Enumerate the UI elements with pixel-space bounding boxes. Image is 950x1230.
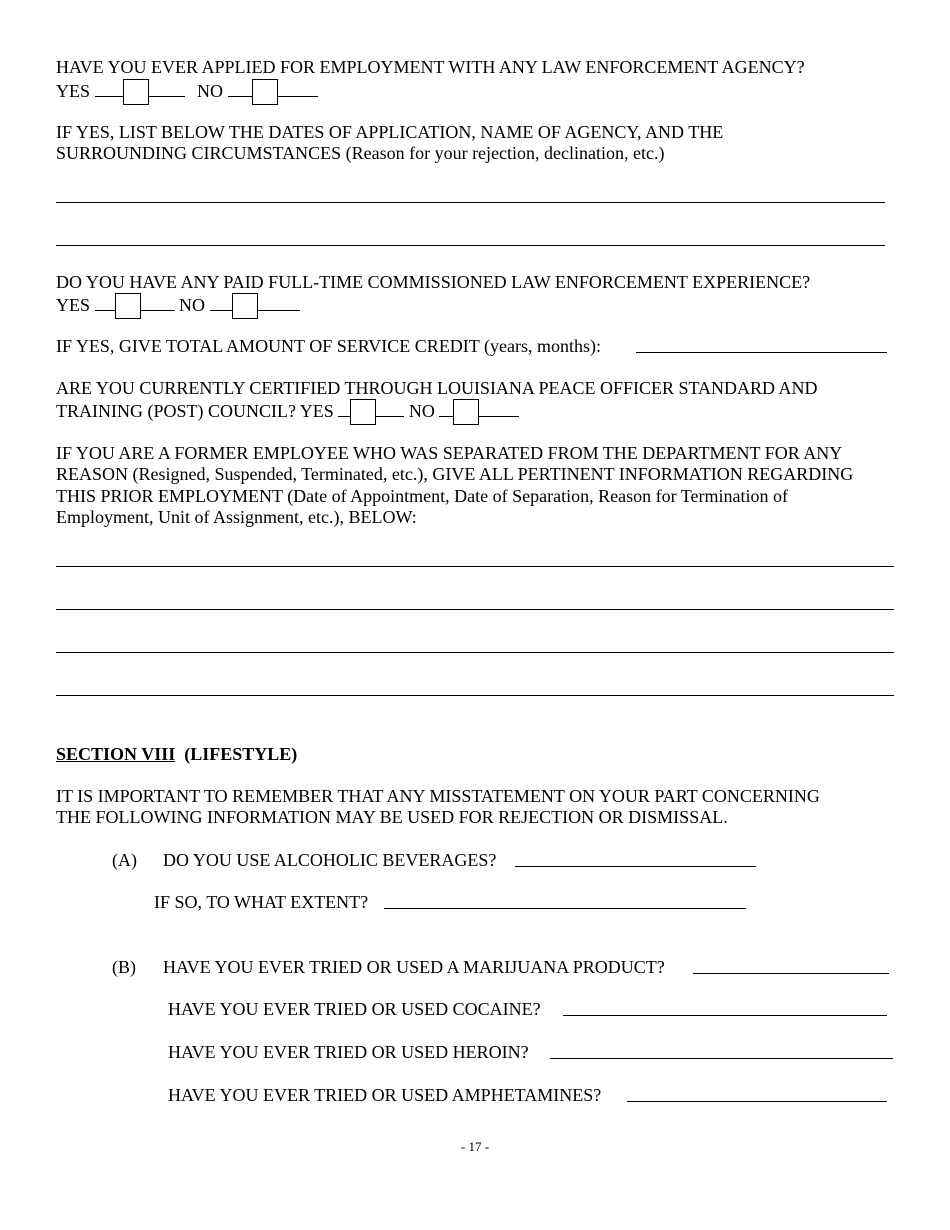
paid-exp-question: DO YOU HAVE ANY PAID FULL-TIME COMMISSIONED LAW ENFORCEMENT EXPERIENCE? [56,272,811,292]
paid-exp-answer-row [56,293,300,319]
section-title: SECTION VIII [56,744,176,764]
section-heading [56,744,297,766]
no-label: NO [179,295,206,315]
service-credit-answer-line[interactable] [636,352,887,353]
item-a-marker: (A) [112,850,137,870]
answer-underline [278,82,318,97]
alcohol-question: DO YOU USE ALCOHOLIC BEVERAGES? [163,850,497,870]
no-label: NO [408,401,435,421]
item-b-marker: (B) [112,957,136,977]
former-emp-line-2: REASON (Resigned, Suspended, Terminated, etc.), GIVE ALL PERTINENT INFORMATION REGARDING [56,464,854,484]
former-emp-line-3: THIS PRIOR EMPLOYMENT (Date of Appointment, Date of Separation, Reason for Termination of [56,486,788,506]
page-number: - 17 - [460,1139,490,1154]
heroin-question: HAVE YOU EVER TRIED OR USED HEROIN? [168,1042,529,1062]
former-emp-answer-line-4[interactable] [56,695,894,696]
marijuana-question: HAVE YOU EVER TRIED OR USED A MARIJUANA PRODUCT? [163,957,665,977]
answer-underline [258,296,300,311]
post-no-checkbox[interactable] [453,399,479,425]
answer-underline [439,402,453,417]
post-yes-checkbox[interactable] [350,399,376,425]
former-emp-answer-line-3[interactable] [56,652,894,653]
le-details-line-1: IF YES, LIST BELOW THE DATES OF APPLICATION, NAME OF AGENCY, AND THE [56,122,724,142]
answer-underline [210,296,232,311]
former-emp-answer-line-2[interactable] [56,609,894,610]
alcohol-answer-line[interactable] [515,866,756,867]
le-applied-answer-row [56,79,318,105]
yes-label: YES [56,81,91,101]
answer-underline [479,402,519,417]
service-credit-label: IF YES, GIVE TOTAL AMOUNT OF SERVICE CREDIT (years, months): [56,336,601,356]
cocaine-answer-line[interactable] [563,1015,887,1016]
alcohol-extent-question: IF SO, TO WHAT EXTENT? [154,892,369,912]
section-intro-line-2: THE FOLLOWING INFORMATION MAY BE USED FOR REJECTION OR DISMISSAL. [56,807,728,827]
section-subtitle: (LIFESTYLE) [184,744,298,764]
alcohol-extent-answer-line[interactable] [384,908,746,909]
post-question-line-2: TRAINING (POST) COUNCIL? YES [56,401,334,421]
le-applied-question: HAVE YOU EVER APPLIED FOR EMPLOYMENT WITH ANY LAW ENFORCEMENT AGENCY? [56,57,805,77]
answer-underline [376,402,404,417]
post-question-line-1: ARE YOU CURRENTLY CERTIFIED THROUGH LOUISIANA PEACE OFFICER STANDARD AND [56,378,818,398]
answer-underline [338,402,350,417]
no-label: NO [197,81,224,101]
former-emp-line-4: Employment, Unit of Assignment, etc.), BELOW: [56,507,417,527]
cocaine-question: HAVE YOU EVER TRIED OR USED COCAINE? [168,999,541,1019]
answer-underline [95,82,123,97]
answer-underline [95,296,115,311]
answer-underline [228,82,252,97]
paid-exp-no-checkbox[interactable] [232,293,258,319]
paid-exp-yes-checkbox[interactable] [115,293,141,319]
former-emp-line-1: IF YOU ARE A FORMER EMPLOYEE WHO WAS SEPARATED FROM THE DEPARTMENT FOR ANY [56,443,843,463]
le-details-line-2: SURROUNDING CIRCUMSTANCES (Reason for your rejection, declination, etc.) [56,143,665,163]
amphetamines-answer-line[interactable] [627,1101,887,1102]
le-details-answer-line-2[interactable] [56,245,885,246]
le-details-answer-line-1[interactable] [56,202,885,203]
amphetamines-question: HAVE YOU EVER TRIED OR USED AMPHETAMINES? [168,1085,602,1105]
answer-underline [141,296,175,311]
section-intro-line-1: IT IS IMPORTANT TO REMEMBER THAT ANY MISSTATEMENT ON YOUR PART CONCERNING [56,786,820,806]
heroin-answer-line[interactable] [550,1058,893,1059]
former-emp-answer-line-1[interactable] [56,566,894,567]
marijuana-answer-line[interactable] [693,973,889,974]
le-applied-yes-checkbox[interactable] [123,79,149,105]
answer-underline [149,82,185,97]
le-applied-no-checkbox[interactable] [252,79,278,105]
yes-label: YES [56,295,91,315]
post-answer-row [56,399,519,425]
